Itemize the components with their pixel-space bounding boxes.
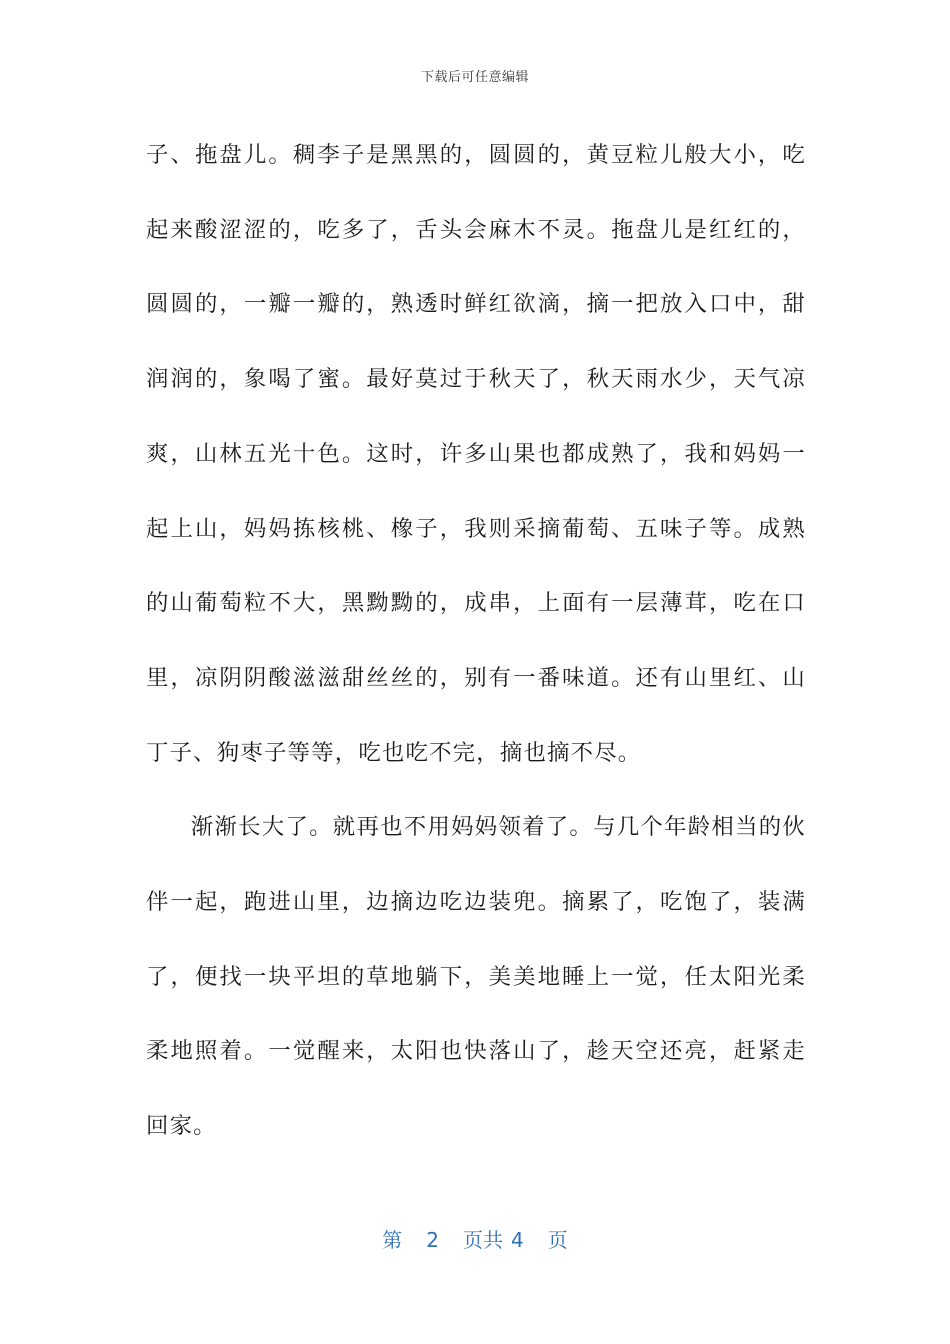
page-mid: 页共 xyxy=(463,1228,503,1252)
page-header: 下载后可任意编辑 xyxy=(420,70,529,85)
page-suffix: 页 xyxy=(547,1228,568,1252)
paragraph-2: 渐渐长大了。就再也不用妈妈领着了。与几个年龄相当的伙伴一起，跑进山里，边摘边吃边装兜。摘累了，吃饱了，装满了，便找一块平坦的草地躺下，美美地睡上一觉，任太阳光柔柔地照着。一觉醒来，太阳也快落山了，趁天空还亮，赶紧走回家。 xyxy=(146,814,806,1140)
total-pages-number: 4 xyxy=(511,1228,524,1252)
paragraph-1: 子、拖盘儿。稠李子是黑黑的，圆圆的，黄豆粒儿般大小，吃起来酸涩涩的，吃多了，舌头会麻木不灵。拖盘儿是红红的，圆圆的，一瓣一瓣的，熟透时鲜红欲滴，摘一把放入口中，甜润润的，象喝了蜜。最好莫过于秋天了，秋天雨水少，天气凉爽，山林五光十色。这时，许多山果也都成熟了，我和妈妈一起上山，妈妈拣核桃、橡子，我则采摘葡萄、五味子等。成熟的山葡萄粒不大，黑黝黝的，成串，上面有一层薄茸，吃在口里，凉阴阴酸滋滋甜丝丝的，别有一番味道。还有山里红、山丁子、狗枣子等等，吃也吃不完，摘也摘不尽。 xyxy=(146,142,806,766)
page-number-footer xyxy=(0,1224,950,1253)
document-body xyxy=(146,118,806,1164)
current-page-number: 2 xyxy=(426,1228,439,1252)
page-prefix: 第 xyxy=(382,1228,403,1252)
